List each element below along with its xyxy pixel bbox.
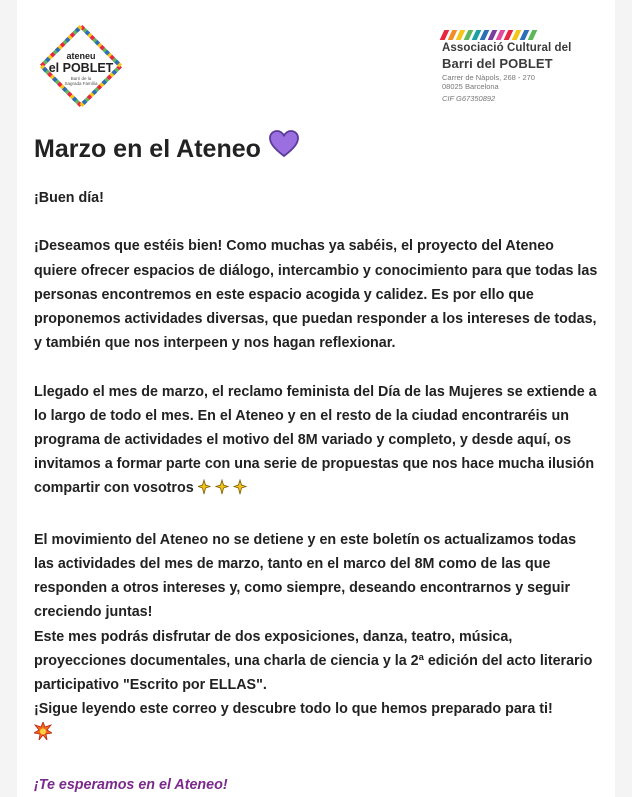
email-card (17, 0, 615, 797)
association-name-1: Associació Cultural del (442, 42, 572, 54)
closing-line: ¡Te esperamos en el Ateneo! (34, 776, 228, 793)
association-address-1: Carrer de Nàpols, 268 - 270 (442, 73, 535, 82)
ateneu-logo (37, 22, 125, 110)
purple-heart-icon (269, 130, 299, 167)
paragraph-march (34, 380, 599, 504)
email-title-text: Marzo en el Ateneo (34, 134, 261, 163)
paragraph-march-text: Llegado el mes de marzo, el reclamo feminista del Día de las Mujeres se extiende a lo largo de todo el mes. En el Ateneo y en el resto de la ciudad encontraréis un programa de actividades el motivo del 8M variado y completo, y desde aquí, os invitamos a formar parte con una serie de propuestas que nos hace mucha ilusión compartir con vosotros (34, 383, 597, 497)
association-name-2: Barri del POBLET (442, 56, 553, 71)
email-title (34, 130, 299, 167)
associacio-logo (442, 30, 602, 110)
paragraph-intro: ¡Deseamos que estéis bien! Como muchas ya sabéis, el proyecto del Ateneo quiere ofrecer espacios de diálogo, intercambio y conocimiento para que todas las personas encontremos en este espacio acogida y calidez. Es por ello que proponemos actividades diversas, que puedan responder a los intereses de todas, y también que nos interpeen y nos hagan reflexionar. (34, 238, 598, 352)
logo-line-1: ateneu (66, 51, 96, 61)
email-body (34, 186, 599, 797)
sparkles-icon (198, 479, 252, 503)
association-cif: CIF G67350892 (442, 94, 496, 103)
logo-line-3: Barri de la (70, 76, 92, 81)
paragraph-program: Este mes podrás disfrutar de dos exposiciones, danza, teatro, música, proyecciones documentales, una charla de ciencia y la 2ª edición del acto literario participativo "Escrito por ELLAS". (34, 628, 593, 694)
paragraph-activities: El movimiento del Ateneo no se detiene y en este boletín os actualizamos todas las actividades del mes de marzo, tanto en el marco del 8M como de las que responden a otros intereses y, como siempre, deseando encontrarnos y seguir creciendo juntas! (34, 531, 577, 621)
paragraph-keep-reading: ¡Sigue leyendo este correo y descubre todo lo que hemos preparado para ti! (34, 701, 553, 718)
collision-line (34, 721, 599, 748)
association-address-2: 08025 Barcelona (442, 82, 499, 91)
logo-line-2: el POBLET (48, 61, 114, 75)
color-bars-icon (442, 30, 602, 40)
logo-line-4: Sagrada Família (64, 81, 98, 86)
greeting: ¡Buen día! (34, 190, 104, 206)
collision-icon (34, 722, 52, 748)
